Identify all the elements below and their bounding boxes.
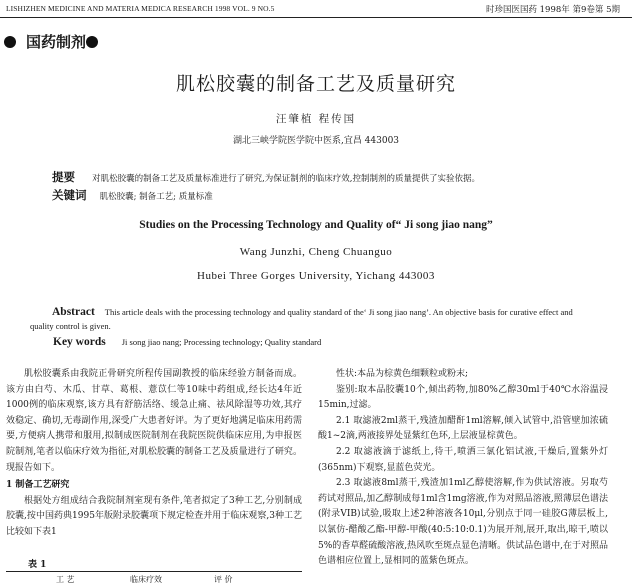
test-2-3-paragraph: 2.3 取滤液8ml蒸干,残渣加1ml乙醇使溶解,作为供试溶液。另取芍药试对照品,加乙醇制成每1ml含1mg溶液,作为对照品溶液,照薄层色谱法(附录VIB)试验,吸取上述2种溶液各10μl,分别点于同一硅胶G薄层板上,以氯仿-醋酸乙酯-甲醇-甲酸(40:5:10:0.1)为展开剂,展开,取出,晾干,喷以5%的香草醛硫酸溶液,热风吹至斑点显色清晰。供试品色谱中,在于对照品色谱相应位置上,显相同的蓝紫色斑点。 (318, 478, 609, 567)
affiliation-en: Hubei Three Gorges University, Yichang 443003 (197, 270, 435, 282)
intro-paragraph: 肌松胶囊系由我院正骨研究所程传国副教授的临床经验方制备而成。该方由白芍、木瓜、甘草、葛根、薏苡仁等10味中药组成,经长达4年近1000例的临床观察,该方具有舒筋活络、缓急止痛、祛风除湿等功效,其疗效稳定、确切,无毒副作用,深受广大患者好评。为了更好地满足临床用药需要,方便病人携带和服用,拟制成医院制剂在我院医院供临床应用,为申报医院制剂,笔者以临床疗效为指征,对肌松胶囊的制备工艺及质量进行了研究。现报告如下。 (6, 369, 302, 473)
abstract-en (30, 305, 592, 333)
authors-cn: 汪肇植 程传国 (275, 113, 357, 125)
keywords-cn (52, 184, 213, 203)
journal-header-cn: 时珍国医国药 1998年 第9卷第 5期 (485, 5, 620, 15)
method-paragraph: 根据处方组成结合我院制剂室现有条件,笔者拟定了3种工艺,分别制成胶囊,按中国药典1995年版附录胶囊项下规定检查并用于临床观察,3种工艺比较如下表1 (6, 495, 302, 537)
keywords-en-text: Ji song jiao nang; Processing technology; Quality standard (121, 337, 322, 347)
test-2-1-paragraph: 2.1 取滤液2ml蒸干,残渣加醋酐1ml溶解,倾入试管中,沿管壁加浓硫酸1~2滴,两液接界处显紫红色环,上层液显棕黄色。 (318, 415, 608, 442)
section-heading: 1 制备工艺研究 (6, 480, 70, 491)
keywords-cn-label: 关键词 (52, 188, 87, 202)
table-header-process: 工 艺 (56, 575, 75, 584)
abstract-cn-text: 对肌松胶囊的制备工艺及质量标准进行了研究,为保证制剂的临床疗效,控制制剂的质量提供了实验依据。 (92, 174, 481, 184)
table-caption: 表 1 (28, 560, 47, 570)
header-rule (0, 17, 632, 18)
keywords-en-label: Key words (53, 336, 106, 348)
journal-header-en: LISHIZHEN MEDICINE AND MATERIA MEDICA RESEARCH 1998 VOL. 9 NO.5 (6, 4, 275, 13)
abstract-en-text: This article deals with the processing technology and quality standard of the‘ Ji song jiao nang’. An objective basis for curative effect and quality control is given. (30, 307, 573, 331)
table-top-rule (6, 571, 302, 572)
abstract-cn-label: 提要 (52, 170, 75, 184)
left-column (6, 367, 302, 541)
bullet-dot-icon (4, 36, 16, 48)
section-tag (4, 31, 98, 52)
paper-title-en: Studies on the Processing Technology and Quality of“ Ji song jiao nang” (139, 219, 493, 231)
abstract-cn (52, 166, 480, 185)
authors-en: Wang Junzhi, Cheng Chuanguo (239, 246, 393, 258)
test-2-2-paragraph: 2.2 取滤液滴于滤纸上,待干,喷洒三氯化铝试液,干燥后,置紫外灯(365nm)下观察,显蓝色荧光。 (318, 446, 608, 473)
paper-title-cn: 肌松胶囊的制备工艺及质量研究 (175, 73, 456, 95)
keywords-en (53, 336, 321, 348)
right-column (318, 367, 608, 570)
affiliation-cn: 湖北三峡学院医学院中医系,宜昌 443003 (232, 136, 400, 146)
identification-paragraph: 鉴别:取本品胶囊10个,倾出药物,加80%乙醇30ml于40℃水浴温浸15min,过滤。 (318, 384, 608, 411)
table-header-evaluation: 评 价 (214, 575, 233, 584)
section-tag-label: 国药制剂 (26, 33, 87, 51)
keywords-cn-text: 肌松胶囊; 制备工艺; 质量标准 (99, 192, 213, 202)
abstract-en-label: Abstract (52, 306, 95, 318)
character-paragraph: 性状:本品为棕黄色细颗粒或粉末; (336, 369, 469, 379)
bullet-dot-icon (86, 36, 98, 48)
table-header-efficacy: 临床疗效 (130, 575, 162, 584)
